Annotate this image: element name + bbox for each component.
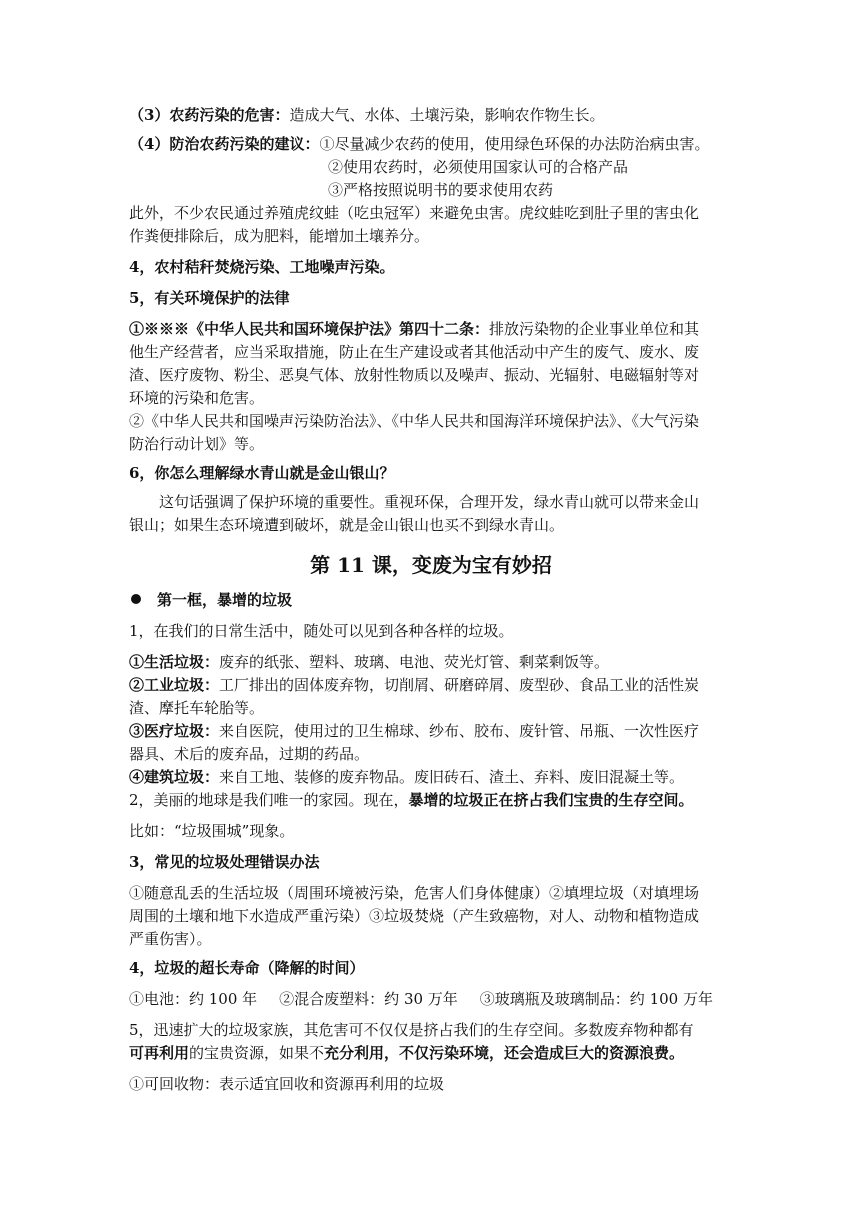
construction-waste: ④建筑垃圾：来自工地、装修的废弃物品。废旧砖石、渣土、弃料、废旧混凝土等。 <box>129 768 685 786</box>
industrial-waste-cont: 渣、摩托车轮胎等。 <box>129 699 265 717</box>
law-2-cont: 防治行动计划》等。 <box>129 435 265 453</box>
advice-2: ②使用农药时，必须使用国家认可的合格产品 <box>328 158 629 176</box>
wrong-methods-1: ①随意乱丢的生活垃圾（周围环境被污染，危害人们身体健康）②填埋垃圾（对填埋场 <box>129 884 700 902</box>
pesticide-harm: （3）农药污染的危害：造成大气、水体、土壤污染，影响农作物生长。 <box>129 106 605 124</box>
medical-waste-cont: 器具、术后的废弃品，过期的药品。 <box>129 745 370 763</box>
medical-waste: ③医疗垃圾：来自医院，使用过的卫生棉球、纱布、胶布、废针管、吊瓶、一次性医疗 <box>129 722 700 740</box>
answer-1: 这句话强调了保护环境的重要性。重视环保，合理开发，绿水青山就可以带来金山 <box>159 493 700 511</box>
heading-3: 3，常见的垃圾处理错误办法 <box>129 853 320 871</box>
law-1-cont-3: 环境的污染和危害。 <box>129 389 265 407</box>
item-5-cont: 可再利用的宝贵资源，如果不充分利用，不仅污染环境，还会造成巨大的资源浪费。 <box>129 1044 685 1062</box>
section-heading: 第一框，暴增的垃圾 <box>129 589 733 612</box>
lesson-title: 第 11 课，变废为宝有妙招 <box>310 553 552 577</box>
item-1: 1，在我们的日常生活中，随处可以见到各种各样的垃圾。 <box>129 622 514 640</box>
law-1-cont-2: 渣、医疗废物、粉尘、恶臭气体、放射性物质以及噪声、振动、光辐射、电磁辐射等对 <box>129 366 700 384</box>
document-page <box>129 104 733 1096</box>
wrong-methods-3: 严重伤害）。 <box>129 930 212 948</box>
example: 比如：“垃圾围城”现象。 <box>129 822 295 840</box>
law-2: ②《中华人民共和国噪声污染防治法》、《中华人民共和国海洋环境保护法》、《大气污染 <box>129 412 700 430</box>
lifespan-list: ①电池：约 100 年 ②混合废塑料：约 30 万年 ③玻璃瓶及玻璃制品：约 100 万年 <box>129 990 713 1008</box>
heading-5: 5，有关环境保护的法律 <box>129 289 290 307</box>
industrial-waste: ②工业垃圾：工厂排出的固体废弃物，切削屑、研磨碎屑、废型砂、食品工业的活性炭 <box>129 676 700 694</box>
item-5: 5，迅速扩大的垃圾家族，其危害可不仅仅是挤占我们的生存空间。多数废弃物种都有 <box>129 1021 694 1039</box>
frog-text-2: 作粪便排除后，成为肥料，能增加土壤养分。 <box>129 227 430 245</box>
living-waste: ①生活垃圾：废弃的纸张、塑料、玻璃、电池、荧光灯管、剩菜剩饭等。 <box>129 653 610 671</box>
heading-4: 4，农村秸秆焚烧污染、工地噪声污染。 <box>129 258 395 276</box>
law-1-cont-1: 他生产经营者，应当采取措施，防止在生产建设或者其他活动中产生的废气、废水、废 <box>129 343 700 361</box>
answer-2: 银山；如果生态环境遭到破坏，就是金山银山也买不到绿水青山。 <box>129 516 565 534</box>
frog-text-1: 此外，不少农民通过养殖虎纹蛙（吃虫冠军）来避免虫害。虎纹蛙吃到肚子里的害虫化 <box>129 204 700 222</box>
item-2: 2，美丽的地球是我们唯一的家园。现在，暴增的垃圾正在挤占我们宝贵的生存空间。 <box>129 791 694 809</box>
bullet-icon <box>131 594 141 604</box>
heading-6: 6，你怎么理解绿水青山就是金山银山？ <box>129 464 395 482</box>
wrong-methods-2: 周围的土壤和地下水造成严重污染）③垃圾焚烧（产生致癌物，对人、动物和植物造成 <box>129 907 700 925</box>
law-1: ①※※※《中华人民共和国环境保护法》第四十二条：排放污染物的企业事业单位和其 <box>129 320 700 338</box>
advice-3: ③严格按照说明书的要求使用农药 <box>328 181 554 199</box>
recyclable: ①可回收物：表示适宜回收和资源再利用的垃圾 <box>129 1075 445 1093</box>
heading-lifespan: 4，垃圾的超长寿命（降解的时间） <box>129 959 365 977</box>
pesticide-advice: （4）防治农药污染的建议：①尽量减少农药的使用，使用绿色环保的办法防治病虫害。 <box>129 135 710 153</box>
